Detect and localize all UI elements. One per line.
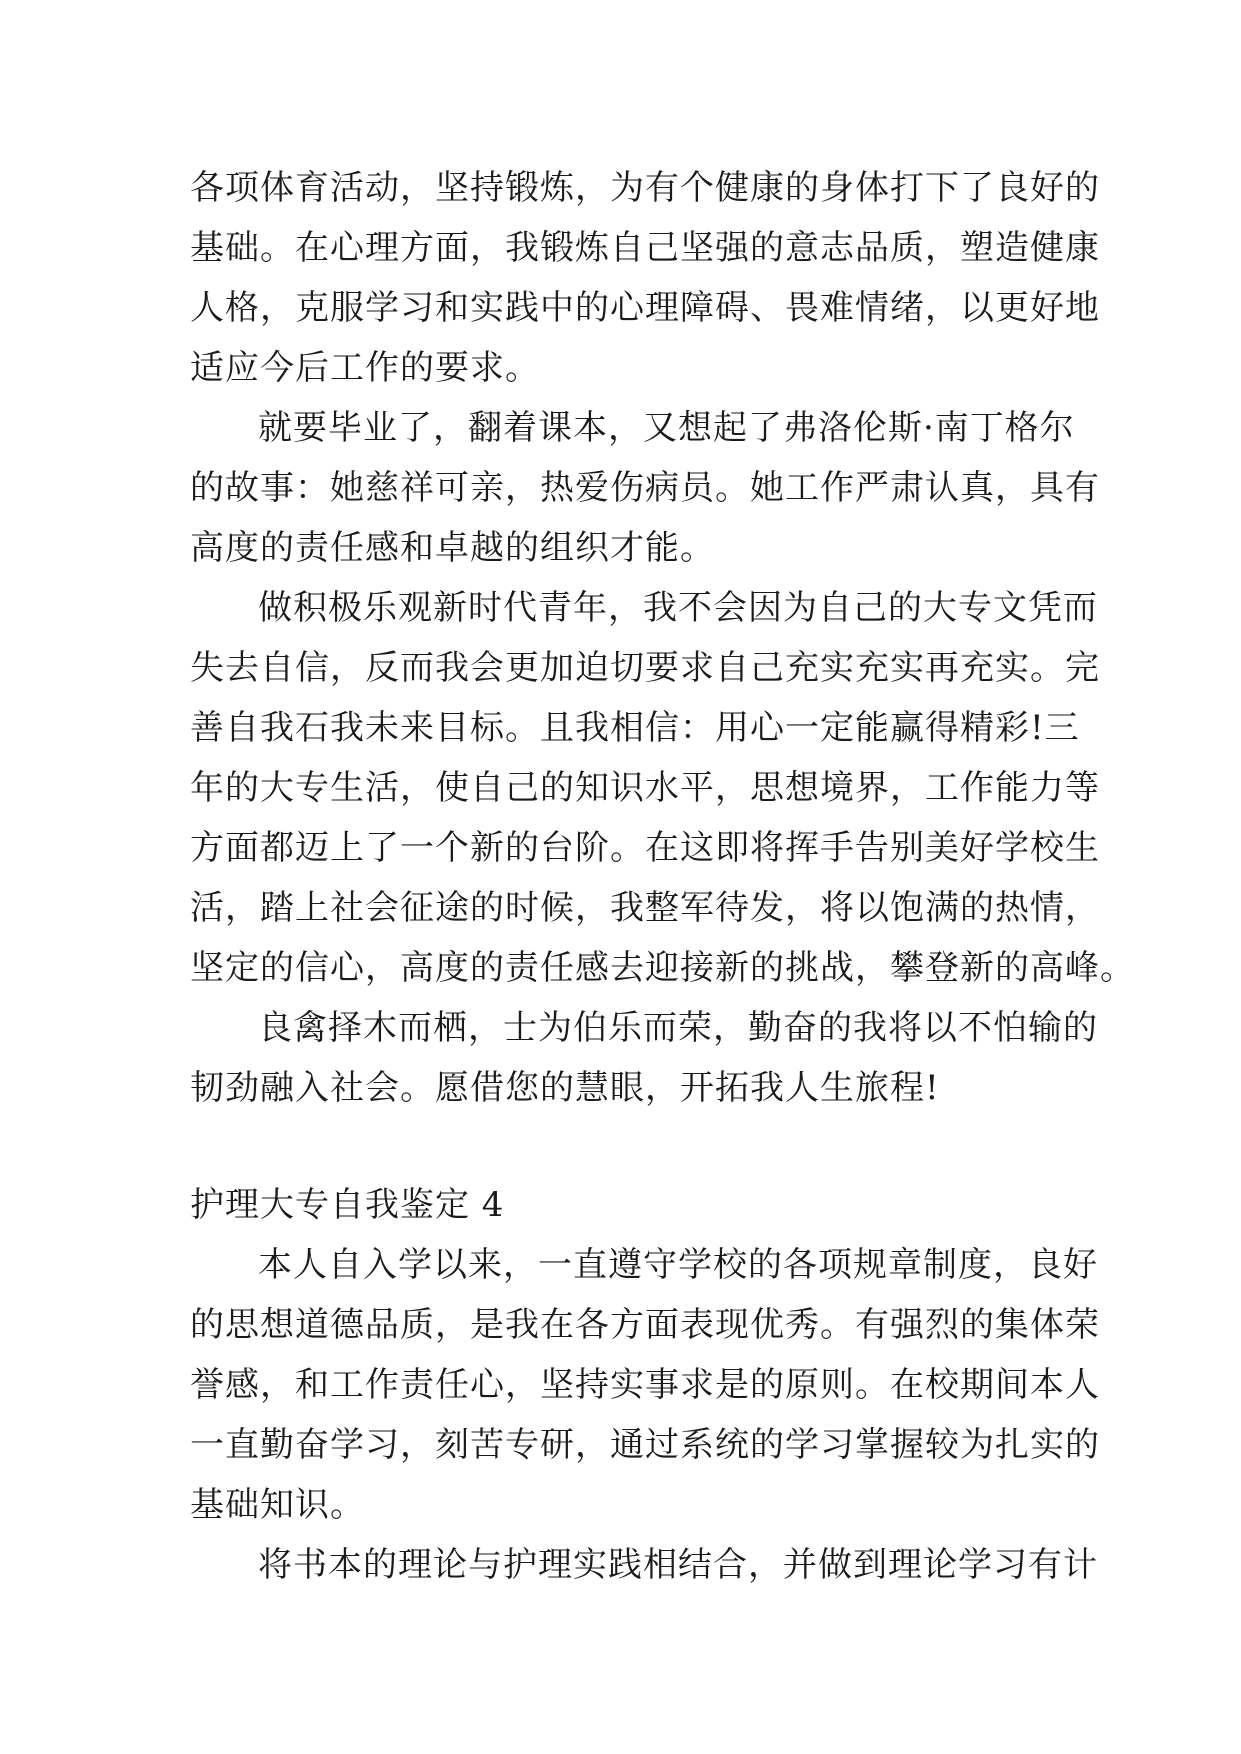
text-line: 做积极乐观新时代青年，我不会因为自己的大专文凭而 — [258, 588, 1098, 628]
paragraph — [190, 158, 1100, 398]
text-line: 基础知识。 — [190, 1485, 365, 1525]
text-line: 适应今后工作的要求。 — [190, 348, 540, 388]
text-line: 本人自入学以来，一直遵守学校的各项规章制度，良好 — [258, 1245, 1098, 1285]
text-line: 失去自信，反而我会更加迫切要求自己充实充实再充实。完 — [190, 648, 1100, 688]
text-line: 誉感，和工作责任心，坚持实事求是的原则。在校期间本人 — [190, 1365, 1100, 1405]
text-line: 年的大专生活，使自己的知识水平，思想境界，工作能力等 — [190, 768, 1100, 808]
text-line: 一直勤奋学习，刻苦专研，通过系统的学习掌握较为扎实的 — [190, 1425, 1100, 1465]
paragraph — [190, 998, 1098, 1118]
text-line: 就要毕业了，翻着课本，又想起了弗洛伦斯·南丁格尔 — [258, 408, 1075, 448]
text-line: 的思想道德品质，是我在各方面表现优秀。有强烈的集体荣 — [190, 1305, 1100, 1345]
text-line: 将书本的理论与护理实践相结合，并做到理论学习有计 — [258, 1545, 1098, 1585]
text-line: 韧劲融入社会。愿借您的慧眼，开拓我人生旅程! — [190, 1068, 940, 1108]
text-line: 各项体育活动，坚持锻炼，为有个健康的身体打下了良好的 — [190, 168, 1100, 208]
section-heading: 护理大专自我鉴定 4 — [190, 1185, 505, 1225]
text-line: 基础。在心理方面，我锻炼自己坚强的意志品质，塑造健康 — [190, 228, 1100, 268]
document-body — [190, 158, 1135, 1595]
paragraph — [190, 398, 1100, 578]
paragraph — [190, 578, 1135, 998]
text-line: 高度的责任感和卓越的组织才能。 — [190, 528, 715, 568]
text-line: 人格，克服学习和实践中的心理障碍、畏难情绪，以更好地 — [190, 288, 1100, 328]
text-line: 活，踏上社会征途的时候，我整军待发，将以饱满的热情， — [190, 888, 1100, 928]
paragraph — [190, 1235, 1100, 1535]
text-line: 的故事：她慈祥可亲，热爱伤病员。她工作严肃认真，具有 — [190, 468, 1100, 508]
text-line: 坚定的信心，高度的责任感去迎接新的挑战，攀登新的高峰。 — [190, 948, 1135, 988]
section-spacer — [190, 1118, 1060, 1175]
text-line: 良禽择木而栖，士为伯乐而荣，勤奋的我将以不怕输的 — [258, 1008, 1098, 1048]
text-line: 方面都迈上了一个新的台阶。在这即将挥手告别美好学校生 — [190, 828, 1100, 868]
paragraph — [190, 1535, 1098, 1595]
text-line: 善自我石我未来目标。且我相信：用心一定能赢得精彩!三 — [190, 708, 1080, 748]
